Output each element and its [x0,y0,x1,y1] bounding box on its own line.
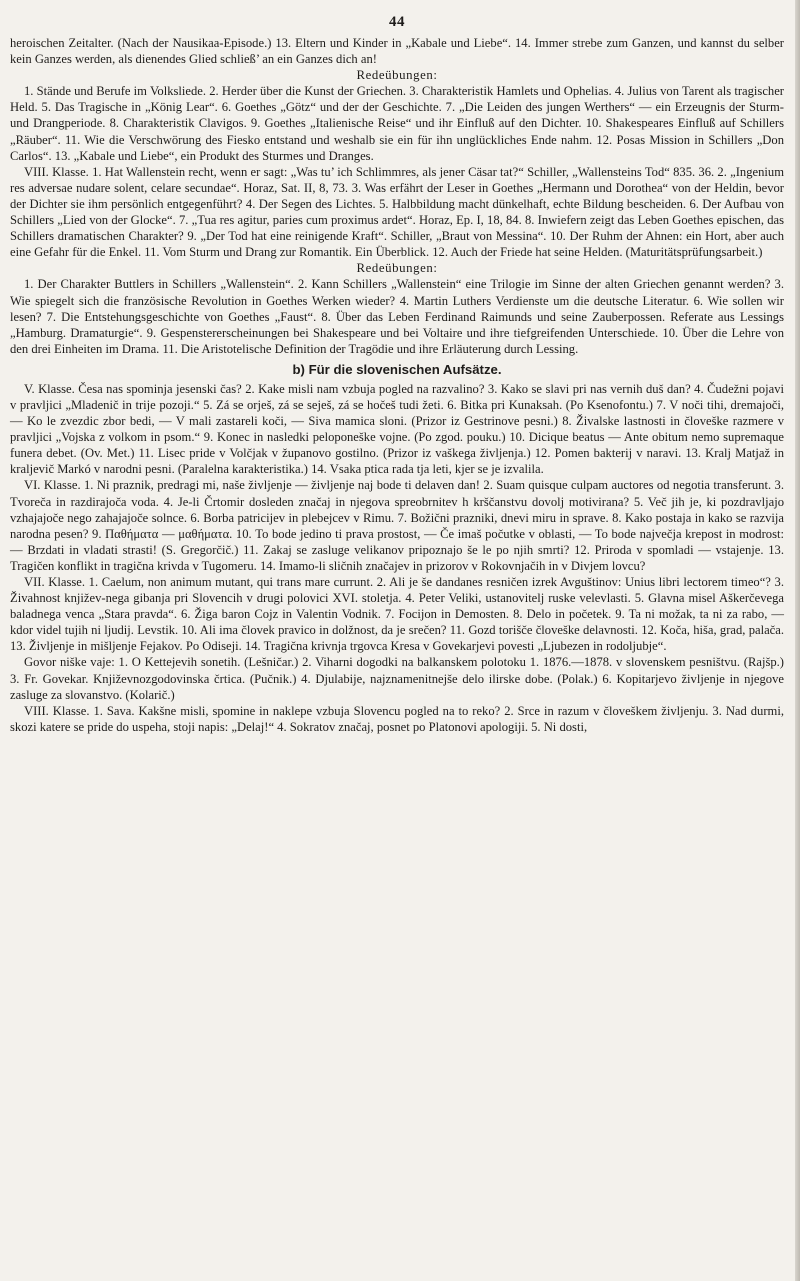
page-edge-shadow [795,0,800,1281]
paragraph-redeuebungen-vii: 1. Stände und Berufe im Volksliede. 2. Herder über die Kunst der Griechen. 3. Charakteristik Hamlets und Ophelias. 4. Julius von Tarent als tragischer Held. 5. Das Tragische in „König Lear“. 6. Goethes „Götz“ und der der Geschichte. 7. „Die Leiden des jungen Werthers“ — ein Erzeugnis der Sturm- und Drangperiode. 8. Charakteristik Clavigos. 9. Goethes „Italienische Reise“ und ihr Einfluß auf den Dichter. 10. Shakespeares Einfluß auf Schillers „Räuber“. 11. Wie die Verschwörung des Fiesko entstand und weshalb sie ein für ihn unglückliches Ende nahm. 12. Posas Mission in Schillers „Don Carlos“. 13. „Kabale und Liebe“, ein Produkt des Sturmes und Dranges. [10,84,784,163]
heading-redeuebungen-2: Redeübungen: [356,261,438,276]
paragraph-v-klasse: V. Klasse. Česa nas spominja jesenski čas? 2. Kake misli nam vzbuja pogled na razvalino? 3. Kako se slavi pri nas vernih duš dan? 4. Čudežni pojavi v pravljici „Mladenič in trije pozoji.“ 5. Zá se orješ, zá se seješ, zá se hočeš tudi žeti. 6. Bitka pri Kunaksah. (Po Ksenofontu.) 7. V noči tihi, dremajoči, — Ko le zvezdic zbor bedi, — V mali zastareli koči, — Siva mamica sloni. (Prizor iz Gestrinove pesni.) 8. Živalske lastnosti in človeške razmere v pravljici „Vojska z volkom in psom.“ 9. Konec in nasledki peloponeške vojne. (Po zgod. pouku.) 10. Dicique beatus — Ante obitum nemo supremaque funera debet. (Ov. Met.) 11. Lisec pride v Volčjak v županovo gostilno. (Prizor iz vaškega življenja.) 12. Pomen bakterij v naravi. 13. Kralj Matjaž in kraljevič Markó v narodni pesni. (Paralelna karakteristika.) 14. Vsaka ptica rada tja leti, kjer se je izvalila. [10,381,784,477]
paragraph-continuation: heroischen Zeitalter. (Nach der Nausikaa-Episode.) 13. Eltern und Kinder in „Kabale und Liebe“. 14. Immer strebe zum Ganzen, und kannst du selber kein Ganzes werden, als dienendes Glied schließ’ an ein Ganzes dich an! [10,36,784,67]
paragraph-viii-klasse-slovenian: VIII. Klasse. 1. Sava. Kakšne misli, spomine in naklepe vzbuja Slovencu pogled na to reko? 2. Srce in razum v človeškem življenju. 3. Nad durmi, skozi katere se pride do uspeha, stoji napis: „Delaj!“ 4. Sokratov značaj, posnet po Platonovi apologiji. 5. Ni dosti, [10,703,784,734]
paragraph-redeuebungen-viii: 1. Der Charakter Buttlers in Schillers „Wallenstein“. 2. Kann Schillers „Wallenstein“ eine Trilogie im Sinne der alten Griechen genannt werden? 3. Wie spiegelt sich die französische Revolution in Goethes Werken wieder? 4. Martin Luthers Verdienste um die deutsche Literatur. 6. Wie sollen wir lesen? 7. Die Entstehungsgeschichte von Goethes „Faust“. 8. Über das Leben Ferdinand Raimunds und seine Zauberpossen. Referate aus Lessings „Hamburg. Dramaturgie“. 9. Gespenstererscheinungen bei Shakespeare und bei Voltaire und ihre tiefgreifenden Unterschiede. 10. Über die Lehre von den drei Einheiten im Drama. 11. Die Aristotelische Definition der Tragödie und ihre Erläuterung durch Lessing. [10,277,784,356]
page-number: 44 [389,14,405,30]
paragraph-vi-klasse: VI. Klasse. 1. Ni praznik, predragi mi, naše življenje — življenje naj bode ti delaven dan! 2. Suam quisque culpam auctores od negotia transferunt. 3. Tvoreča in razdirajoča voda. 4. Je-li Črtomir dosleden značaj in njegova spreobrnitev h krščanstvu dovolj motivirana? 5. Več jih je, ki pozdravljajo vzhajajoče nego zahajajoče solnce. 6. Borba patricijev in plebejcev v Rimu. 7. Božični prazniki, dnevi miru in sprave. 8. Kako postaja in kako se razvija narodna pesen? 9. Παθήματα — μαθήματα. 10. To bode jedino ti prava prostost, — Če imaš počutke v oblasti, — To bode največja krepost in modrost: — Brzdati in vladati strasti! (S. Gregorčič.) 11. Zakaj se zasluge velikanov pripoznajo še le po njih smrti? 12. Priroda v spomladi — vstajenje. 13. Tragičen konflikt in tragična krivda v Tugomeru. 14. Imamo-li sličnih značajev in prizorov v Rokovnjačih in v Divjem lovcu? [10,478,784,573]
heading-redeuebungen-1: Redeübungen: [356,68,438,83]
paragraph-viii-klasse-german: VIII. Klasse. 1. Hat Wallenstein recht, wenn er sagt: „Was tu’ ich Schlimmres, als jener Cäsar tat?“ Schiller, „Wallensteins Tod“ 835. 36. 2. „Ingenium res adversae nudare solent, celare secundae“. Horaz, Sat. II, 8, 73. 3. Was erfährt der Leser in Goethes „Hermann und Dorothea“ von der Heldin, bevor der Dichter sie ihm persönlich entgegenführt? 4. Der Segen des Lichtes. 5. Halbbildung macht dünkelhaft, echte Bildung bescheiden. 6. Der Aufbau von Schillers „Lied von der Glocke“. 7. „Tua res agitur, paries cum proximus ardet“. Horaz, Ep. I, 18, 84. 8. Inwiefern zeigt das Leben Goethes epischen, das Schillers dramatischen Charakter? 9. „Der Tod hat eine reinigende Kraft“. Schiller, „Braut von Messina“. 10. Der Ruhm der Ahnen: ein Hort, aber auch eine Gefahr für die Enkel. 11. Vom Sturm und Drang zur Romantik. Ein Überblick. 12. Auch der Friede hat seine Helden. (Maturitätsprüfungsarbeit.) [10,164,784,260]
paragraph-govorniske-vaje: Govor niške vaje: 1. O Kettejevih sonetih. (Lešničar.) 2. Viharni dogodki na balkanskem polotoku 1. 1876.—1878. v slovenskem pesništvu. (Rajšp.) 3. Fr. Govekar. Književnozgodovinska črtica. (Pučnik.) 4. Djulabije, najznamenitnejše delo ilirske dobe. (Polak.) 6. Kopitarjevo življenje in njegove zasluge za slovanstvo. (Kolarič.) [10,655,784,702]
section-heading-slovenian: b) Für die slovenischen Aufsätze. [292,361,502,377]
paragraph-vii-klasse: VII. Klasse. 1. Caelum, non animum mutant, qui trans mare currunt. 2. Ali je še dandanes resničen izrek Avguštinov: Unius libri lectorem timeo“? 3. Živahnost književ-nega gibanja pri Slovencih v drugi polovici XVI. stoletja. 4. Peter Veliki, ustanovitelj ruske velevlasti. 5. Glavna misel Aškerčevega baladnega venca „Stara pravda“. 6. Žiga baron Cojz in Valentin Vodnik. 7. Focijon in Demosten. 8. Delo in početek. 9. Ta ni možak, ta ni za rabo, — kdor videl tujih ni ljudij. Levstik. 10. Ali ima človek pravico in dolžnost, da je srečen? 11. Gozd torišče človeške delavnosti. 12. Koča, hiša, grad, palača. 13. Življenje in mišljenje Fejakov. Po Odiseji. 14. Tragična krivnja trgovca Kresa v Govekarjevi povesti „Ljubezen in rodoljubje“. [10,575,784,654]
